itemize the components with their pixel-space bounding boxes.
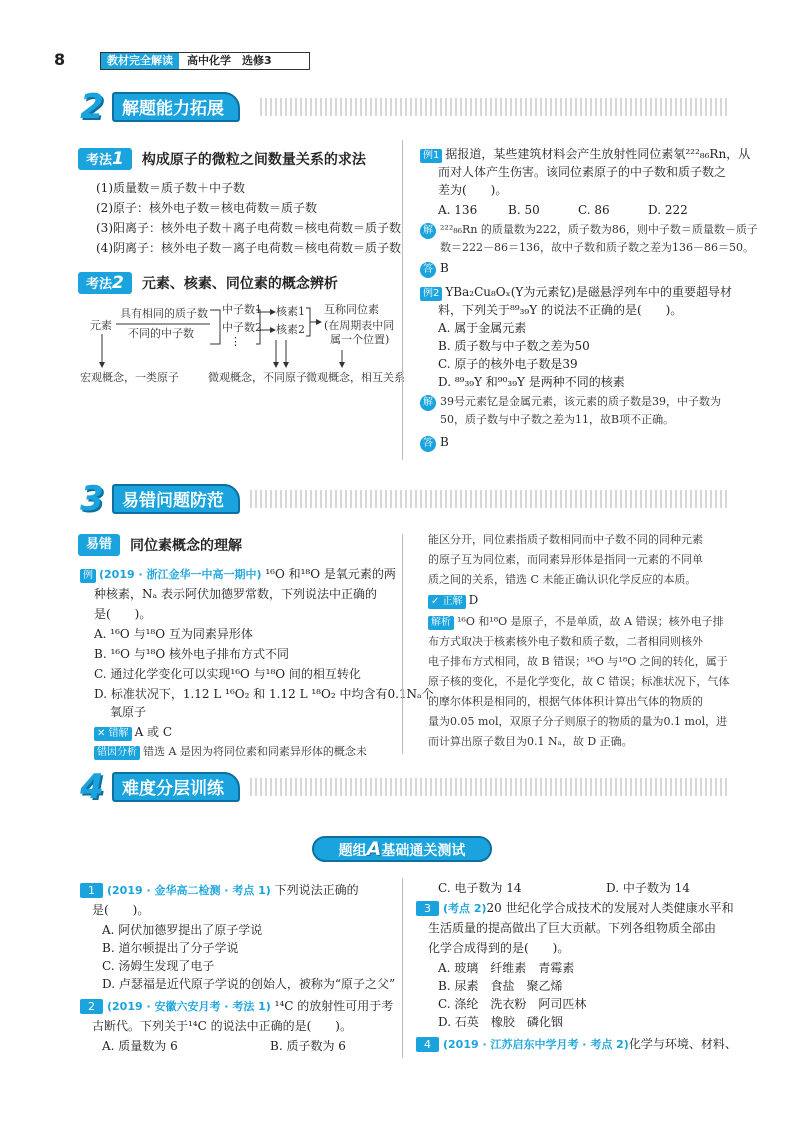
analysis-badge: 解析 xyxy=(428,616,454,630)
option: C. 电子数为 14 xyxy=(438,881,522,895)
column-divider xyxy=(402,878,403,1058)
yicuo-tag: 易错 xyxy=(78,534,120,556)
question-number: 3 xyxy=(416,901,439,916)
diagram-top-label: 具有相同的质子数 xyxy=(120,307,208,320)
error-analysis-line: 质之间的关系，错选 C 未能正确认识化学反应的本质。 xyxy=(428,573,697,586)
example-2-line: 例2 YBa₂Cu₈Oₓ(Y为元素钇)是磁悬浮列车中的重要超导材 xyxy=(420,284,732,301)
section-title: 难度分层训练 xyxy=(112,772,240,802)
group-a-badge: 题组A基础通关测试 xyxy=(312,836,492,862)
diagram-note2: 属一个位置) xyxy=(330,333,390,346)
question-3-line: 生活质量的提高做出了巨大贡献。下列各组物质全部由 xyxy=(428,921,717,935)
analysis-line: 而计算出原子数目为0.1 Nₐ，故 D 正确。 xyxy=(428,735,633,748)
correct-answer-badge: ✓ 正解 xyxy=(428,595,466,609)
section-stripe xyxy=(250,490,728,508)
option: C. 86 xyxy=(578,203,610,217)
example-badge: 例1 xyxy=(420,149,442,163)
book-tag: 教材完全解读 xyxy=(101,53,179,69)
yicuo-title: 同位素概念的理解 xyxy=(130,538,243,554)
error-analysis-line: 的原子互为同位素，而同素异形体是指同一元素的不同单 xyxy=(428,553,703,566)
option: 氧原子 xyxy=(110,705,147,719)
section-number: 2 xyxy=(80,87,104,127)
book-subtitle: 高中化学 选修3 xyxy=(187,54,272,67)
diagram-note: (在周期表中同 xyxy=(324,319,395,332)
option: D. 中子数为 14 xyxy=(606,881,690,895)
question-source: (2019 · 金华高二检测 · 考点 1) xyxy=(107,884,271,897)
option: B. 尿素 食盐 聚乙烯 xyxy=(438,979,563,993)
question-1-line: 1 (2019 · 金华高二检测 · 考点 1) 下列说法正确的 xyxy=(80,882,359,899)
error-analysis-line: 错因分析 错选 A 是因为将同位素和同素异形体的概念未 xyxy=(94,744,367,760)
example-2-line: 料，下列关于⁸⁹₃₉Y 的说法不正确的是( )。 xyxy=(438,303,683,317)
diagram-ellipsis: ⋮ xyxy=(230,335,241,348)
option: B. ¹⁶O 与¹⁸O 核外电子排布方式不同 xyxy=(94,647,289,661)
option: B. 质子数为 6 xyxy=(270,1039,346,1053)
error-analysis-badge: 错因分析 xyxy=(94,746,140,760)
question-2-line: 古断代。下列关于¹⁴C 的说法中正确的是( )。 xyxy=(92,1019,352,1033)
option: D. 标准状况下，1.12 L ¹⁶O₂ 和 1.12 L ¹⁸O₂ 中均含有0.1Nₐ个 xyxy=(94,687,434,701)
solution-line: 50，质子数与中子数之差为11，故B项不正确。 xyxy=(440,413,675,426)
example-badge: 例 xyxy=(80,569,96,583)
question-number: 4 xyxy=(416,1037,439,1052)
kaofa-2-heading xyxy=(78,272,338,294)
error-analysis-line: 能区分开，同位素指质子数相同而中子数不同的同种元素 xyxy=(428,533,703,546)
correct-answer-line: ✓ 正解 D xyxy=(428,592,478,609)
rule-line: (4)阴离子：核外电子数－离子电荷数＝核电荷数＝质子数 xyxy=(96,241,402,255)
option: A. 属于金属元素 xyxy=(438,321,527,335)
option: D. 卢瑟福是近代原子学说的创始人，被称为“原子之父” xyxy=(102,977,396,991)
solution-line: 解 39号元素钇是金属元素，该元素的质子数是39，中子数为 xyxy=(420,394,721,411)
option: C. 通过化学变化可以实现¹⁶O 与¹⁸O 间的相互转化 xyxy=(94,667,361,681)
kaofa-tag: 考法2 xyxy=(78,272,132,294)
kaofa-title: 构成原子的微粒之间数量关系的求法 xyxy=(141,152,366,168)
yicuo-question-line: 是( )。 xyxy=(94,607,152,621)
question-number: 1 xyxy=(80,883,103,898)
question-2-line: 2 (2019 · 安徽六安月考 · 考法 1) ¹⁴C 的放射性可用于考 xyxy=(80,998,393,1015)
option: D. ⁸⁹₃₉Y 和⁹⁰₃₉Y 是两种不同的核素 xyxy=(438,375,625,389)
section-title: 易错问题防范 xyxy=(112,484,240,514)
diagram-b3: 微观概念，相互关系 xyxy=(306,371,405,384)
question-source: (2019 · 安徽六安月考 · 考法 1) xyxy=(107,1000,271,1013)
rule-line: (1)质量数＝质子数＋中子数 xyxy=(96,181,245,195)
section-title: 解题能力拓展 xyxy=(112,92,240,122)
answer-line: 答 B xyxy=(420,260,449,278)
question-3-line: 3 (考点 2)20 世纪化学合成技术的发展对人类健康水平和 xyxy=(416,900,734,917)
analysis-line: 的摩尔体积是相同的，根据气体体积计算出气体的物质的 xyxy=(428,695,703,708)
column-divider xyxy=(402,140,403,460)
section-number: 4 xyxy=(80,767,104,807)
kaofa-1-heading xyxy=(78,148,366,170)
question-source: (2019 · 浙江金华一中高一期中) xyxy=(99,568,262,581)
option: A. 阿伏加德罗提出了原子学说 xyxy=(102,923,263,937)
question-4-line: 4 (2019 · 江苏启东中学月考 · 考点 2)化学与环境、材料、 xyxy=(416,1036,737,1053)
diagram-bottom-label: 不同的中子数 xyxy=(128,327,194,340)
example-1-line: 例1 据报道，某些建筑材料会产生放射性同位素氡²²²₈₆Rn，从 xyxy=(420,146,750,163)
option: C. 汤姆生发现了电子 xyxy=(102,959,215,973)
example-badge: 例2 xyxy=(420,287,442,301)
analysis-line: 原子核的变化，不是化学变化，故 C 错误；标准状况下，气体 xyxy=(428,675,730,688)
option: C. 原子的核外电子数是39 xyxy=(438,357,578,371)
answer-line: 答 B xyxy=(420,434,449,452)
option: D. 石英 橡胶 磷化铟 xyxy=(438,1015,563,1029)
solution-line: 解 ²²²₈₆Rn 的质量数为222，质子数为86，则中子数＝质量数－质子 xyxy=(420,222,758,239)
option: D. 222 xyxy=(648,203,688,217)
solution-icon: 解 xyxy=(420,223,436,239)
diagram-b2: 微观概念，不同原子 xyxy=(208,371,307,384)
diagram-hesu1: 核素1 xyxy=(276,305,305,318)
wrong-answer-line: ✕ 错解 A 或 C xyxy=(94,724,172,741)
analysis-line: 量为0.05 mol，双原子分子则原子的物质的量为0.1 mol，进 xyxy=(428,715,728,728)
kaofa-tag: 考法1 xyxy=(78,148,132,170)
option: B. 50 xyxy=(508,203,540,217)
question-source: (考点 2) xyxy=(443,902,487,915)
diagram-zhongzi1: 中子数1 xyxy=(222,303,262,316)
analysis-line: 布方式取决于核素核外电子数和质子数，二者相同则核外 xyxy=(428,635,703,648)
option: A. 质量数为 6 xyxy=(102,1039,178,1053)
yicuo-question-line: 种核素，Nₐ 表示阿伏加德罗常数，下列说法中正确的 xyxy=(94,587,377,601)
question-3-line: 化学合成得到的是( )。 xyxy=(428,941,570,955)
page-number: 8 xyxy=(54,50,66,69)
option: A. ¹⁶O 与¹⁸O 互为同素异形体 xyxy=(94,627,253,641)
option: B. 道尔顿提出了分子学说 xyxy=(102,941,239,955)
diagram-zhongzi2: 中子数2 xyxy=(222,321,262,334)
analysis-line: 解析 ¹⁶O 和¹⁸O 是原子，不是单质，故 A 错误；核外电子排 xyxy=(428,614,724,630)
yicuo-heading xyxy=(78,534,242,556)
section-4-heading xyxy=(72,768,240,806)
solution-line: 数＝222－86＝136，故中子数和质子数之差为136－86＝50。 xyxy=(440,241,754,254)
answer-icon: 答 xyxy=(420,436,436,452)
question-source: (2019 · 江苏启东中学月考 · 考点 2) xyxy=(443,1038,629,1051)
diagram-hesu2: 核素2 xyxy=(276,323,305,336)
question-1-line: 是( )。 xyxy=(92,903,150,917)
section-number: 3 xyxy=(80,479,104,519)
section-stripe xyxy=(260,98,728,116)
kaofa-title: 元素、核素、同位素的概念辨析 xyxy=(141,276,338,292)
option: A. 玻璃 纤维素 青霉素 xyxy=(438,961,575,975)
rule-line: (3)阳离子：核外电子数＋离子电荷数＝核电荷数＝质子数 xyxy=(96,221,402,235)
yicuo-question-line: 例 (2019 · 浙江金华一中高一期中) ¹⁶O 和¹⁸O 是氧元素的两 xyxy=(80,566,396,583)
diagram-yuansu: 元素 xyxy=(90,319,112,332)
analysis-line: 电子排布方式相同，故 B 错误；¹⁶O 与¹⁸O 之间的转化，属于 xyxy=(428,655,728,668)
wrong-answer-badge: ✕ 错解 xyxy=(94,727,132,741)
answer-icon: 答 xyxy=(420,262,436,278)
section-stripe xyxy=(250,778,728,796)
rule-line: (2)原子：核外电子数＝核电荷数＝质子数 xyxy=(96,201,317,215)
section-3-heading xyxy=(72,480,240,518)
option: B. 质子数与中子数之差为50 xyxy=(438,339,590,353)
section-2-heading xyxy=(72,88,240,126)
option: A. 136 xyxy=(438,203,478,217)
diagram-hudian: 互称同位素 xyxy=(324,303,379,316)
running-header xyxy=(100,52,310,70)
column-divider xyxy=(402,534,403,754)
diagram-b1: 宏观概念，一类原子 xyxy=(80,371,179,384)
question-number: 2 xyxy=(80,999,103,1014)
concept-diagram xyxy=(80,300,405,390)
example-1-line: 而对人体产生伤害。该同位素原子的中子数和质子数之 xyxy=(438,165,727,179)
option: C. 涤纶 洗衣粉 阿司匹林 xyxy=(438,997,587,1011)
example-1-line: 差为( )。 xyxy=(438,183,508,197)
solution-icon: 解 xyxy=(420,395,436,411)
